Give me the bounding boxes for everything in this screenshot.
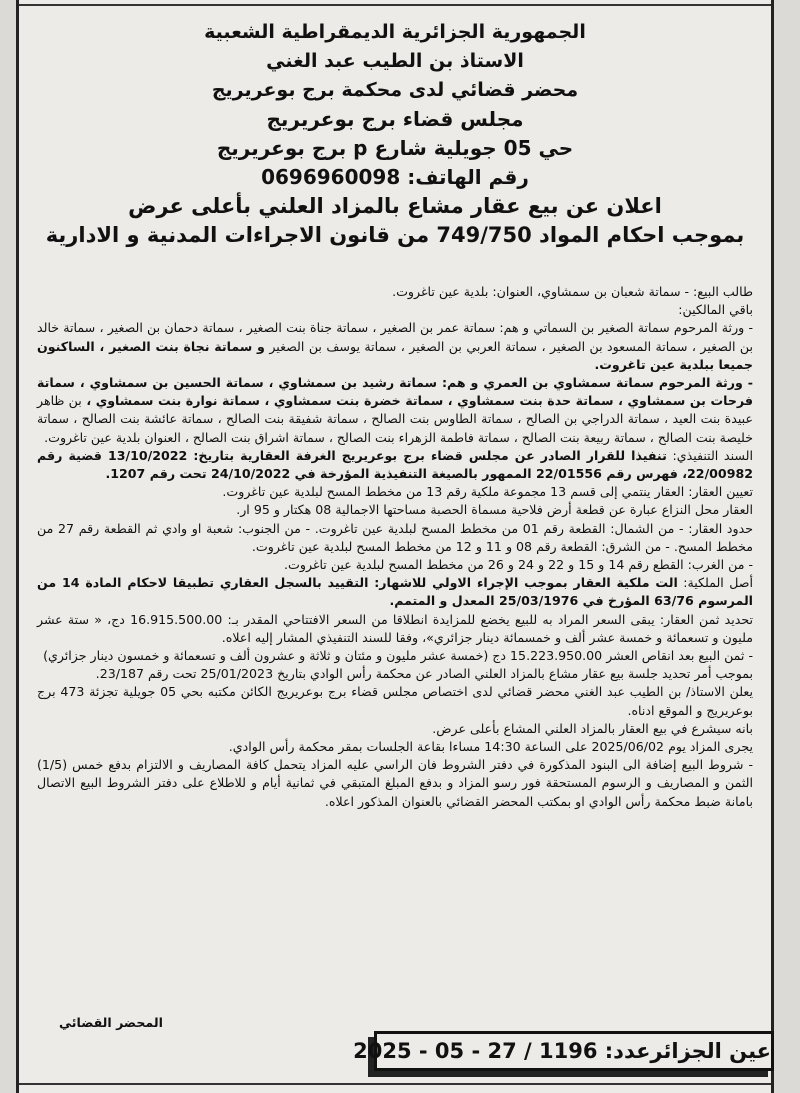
property-boundaries: حدود العقار: - من الشمال: القطعة رقم 01 من مخطط المسح لبلدية عين تاغروت. - من الجنوب: شعبة او وادي ثم القطعة رقم 27 من مخطط المسح. - من الشرق: القطعة رقم 08 و 11 و 12 من مخطط المسح لبلدية عين تاغروت. [37,520,753,554]
property-description: العقار محل النزاع عبارة عن قطعة أرض فلاحية مسماة الحصبة مساحتها الاجمالية 08 هكتار و 95 ار. [236,502,753,518]
court-council: مجلس قضاء برج بوعريريج [266,107,524,131]
signature: المحضر القضائي [59,1015,163,1030]
reduced-price: - ثمن البيع بعد انقاص العشر 15.223.950.00 دج (خمسة عشر مليون و مئتان و ثلاثة و عشرون ألف و تسعمائة و خمسون دينار جزائري) [43,648,753,664]
price-determination: تحديد ثمن العقار: يبقى السعر المراد به للبيع يخضع للمزايدة انطلاقا من السعر الافتتاحي المقدر بـ: 16.915.500.00 دج، « ستة عشر مليون و تسعمائة و خمسة عشر ألف و خمسمائة دينار جزائري»، وفقا للسند التنفيذي المشار إليه اعلاه. [37,611,753,645]
property-boundaries-west: - من الغرب: القطع رقم 14 و 15 و 22 و 24 و 26 من مخطط المسح لبلدية عين تاغروت. [284,557,753,573]
bailiff-title: محضر قضائي لدى محكمة برج بوعريريج [211,79,579,101]
other-owners-label: باقي المالكين: [678,302,753,318]
notice-header [39,18,751,250]
bailiff-announcement: يعلن الاستاذ/ بن الطيب عبد الغني محضر قضائي لدى اختصاص مجلس قضاء برج بوعريريج الكائن مكتبه بحي 05 جويلية تجزئة 473 برج بوعريريج و الموقع ادناه. [37,684,754,718]
property-origin: أصل الملكية: الت ملكية العقار بموجب الإجراء الاولي للاشهار: التقييد بالسجل العقاري تطبيقا لاحكام المادة 14 من المرسوم 63/76 المؤرخ في 25/03/1976 المعدل و المتمم. [37,575,753,609]
executive-title: السند التنفيذي: تنفيذا للقرار الصادر عن مجلس قضاء برج بوعريريج الغرفة العقارية بتاريخ: 13/10/2022 قضية رقم 22/00982، فهرس رقم 22/01556 الممهور بالصيغة التنفيذية المؤرخة في 24/10/2022 تحت رقم 1207. [37,447,753,482]
notice-body [37,283,753,811]
property-designation: تعيين العقار: العقار ينتمي إلى قسم 13 مجموعة ملكية رقم 13 من مخطط المسح لبلدية عين تاغروت. [222,484,753,500]
bailiff-name: الاستاذ بن الطيب عبد الغني [266,50,524,72]
top-rule [19,4,771,6]
sale-requester: طالب البيع: - سماتة شعبان بن سمشاوي، العنوان: بلدية عين تاغروت. [392,284,753,299]
sale-conditions: - شروط البيع إضافة الى البنود المذكورة في دفتر الشروط فان الراسي عليه المزاد يتحمل كافة المصاريف و الالتزام بدفع خمس (1/5) الثمن و المصاريف و الرسوم المستحقة فور رسو المزاد و بدفع المبلغ المتبقي في ثمانية أيام و للاطلاع على دفتر الشروط البيع الاتصال بامانة ضبط محكمة رأس الوادي او بمكتب المحضر القضائي بالعنوان المذكور اعلاه. [37,757,753,809]
newspaper-page [16,0,774,1093]
hearing-order: بموجب أمر تحديد جلسة بيع عقار مشاع بالمزاد العلني الصادر عن محكمة رأس الوادي بتاريخ 25/01/2023 تحت رقم 23/187. [95,666,753,682]
auction-date: يجرى المزاد يوم 2025/06/02 على الساعة 14:30 مساءا بقاعة الجلسات بمقر محكمة رأس الوادي. [228,739,753,755]
bottom-rule [19,1083,771,1085]
state-title: الجمهورية الجزائرية الديمقراطية الشعبية [204,21,586,43]
phone-number: رقم الهاتف: 0696960098 [261,165,529,189]
publication-reference: عين الجزائرعدد: 1196 / 27 - 05 - 2025 [374,1031,774,1071]
heirs-group-1: - ورثة المرحوم سماتة الصغير بن السماتي و هم: سماتة عمر بن الصغير ، سماتة جناة بنت الصغير ، سماتة دحمان بن الصغير ، سماتة خالد بن الصغير ، سماتة المسعود بن الصغير ، سماتة العربي بن الصغير ، سماتة يوسف بن الصغير و سماتة نجاة بنت الصغير ، الساكنون جميعا ببلدية عين تاغروت. [37,320,754,372]
legal-basis: بموجب احكام المواد 749/750 من قانون الاجراءات المدنية و الادارية [45,223,745,247]
sale-start: بانه سيشرع في بيع العقار بالمزاد العلني المشاع بأعلى عرض. [432,720,753,736]
heirs-group-2: - ورثة المرحوم سماتة سمشاوي بن العمري و هم: سماتة رشيد بن سمشاوي ، سماتة الحسين بن سمشاوي ، سماتة فرحات بن سمشاوي ، سماتة حدة بنت سمشاوي ، سماتة خضرة بنت سمشاوي ، سماتة نوارة بنت سمشاوي ، بن ظاهر عبيدة بنت العيد ، سماتة الدراجي بن الصالح ، سماتة الطاوس بنت الصالح ، سماتة شفيقة بنت الصالح ، سماتة عائشة بنت الصالح ، سماتة خليصة بنت الصالح ، سماتة ربيعة بنت الصالح ، سماتة فاطمة الزهراء بنت الصالح ، سماتة اشراق بنت الصالح ، العنوان بلدية عين تاغروت. [37,375,753,445]
office-address: حي 05 جويلية شارع p برج بوعريريج [216,136,574,160]
notice-title: اعلان عن بيع عقار مشاع بالمزاد العلني بأعلى عرض [128,194,662,218]
